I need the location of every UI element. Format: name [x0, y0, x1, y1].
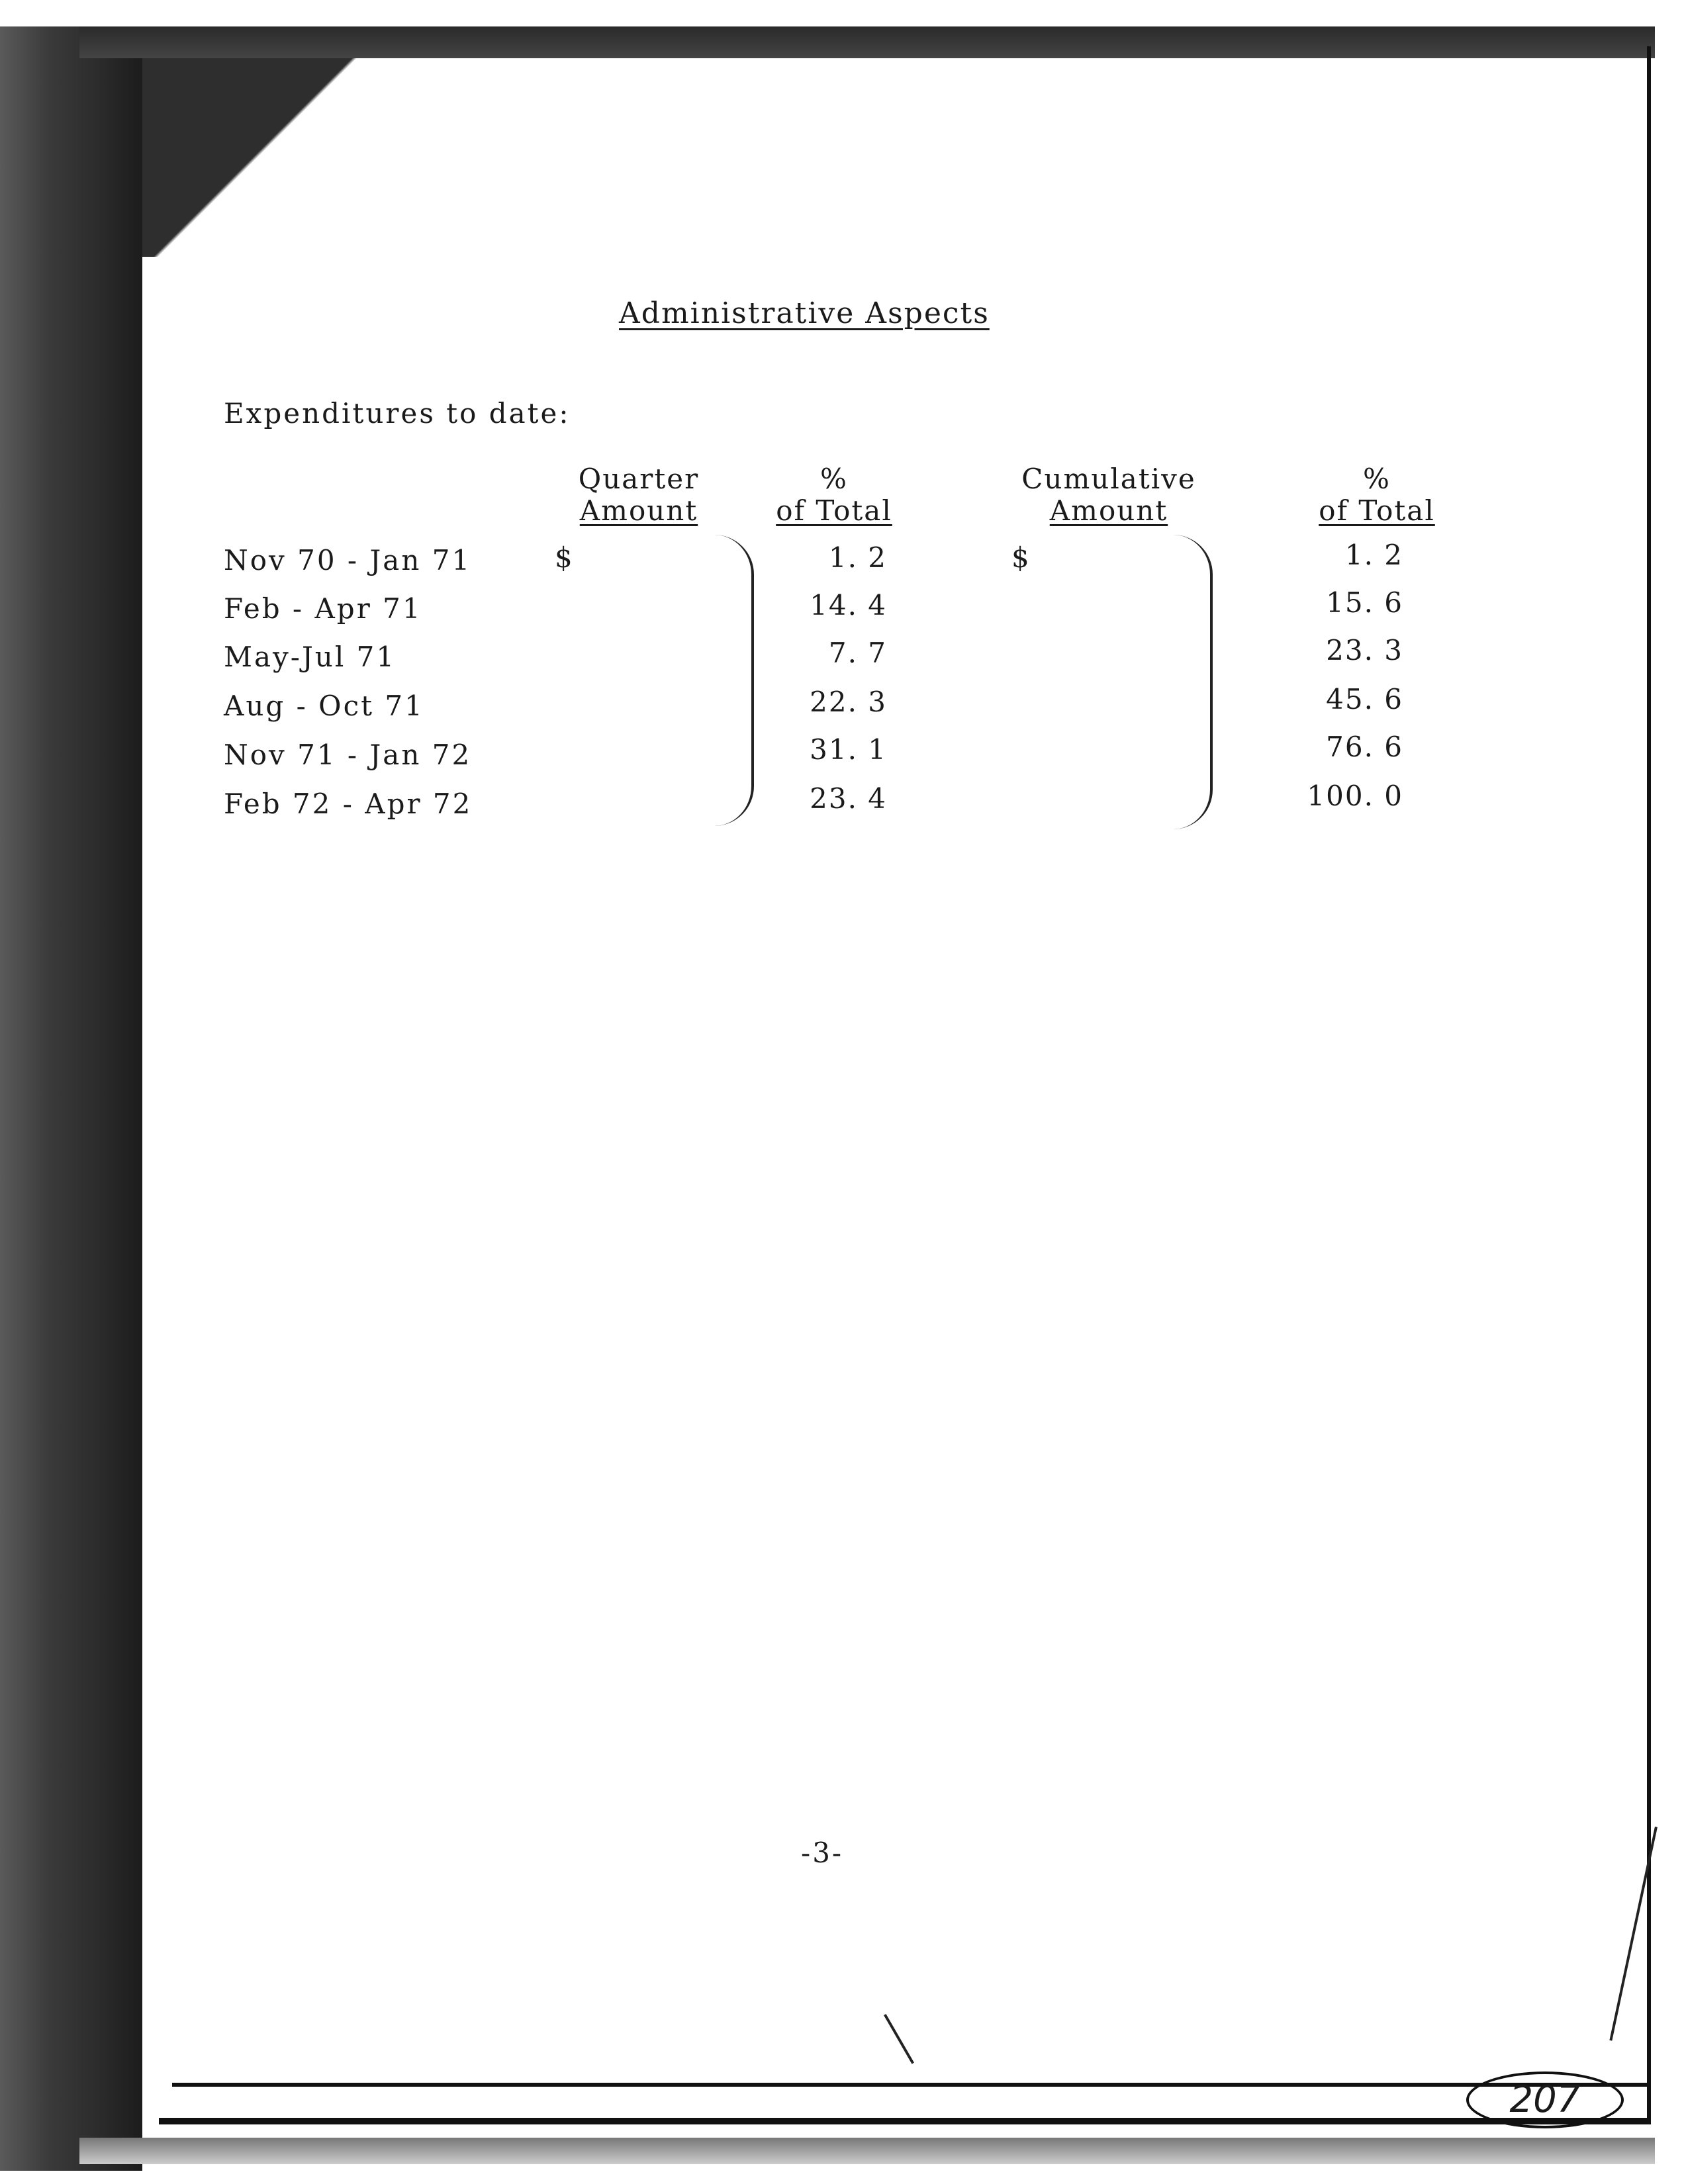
right-border-line: [1647, 46, 1651, 2124]
col-header-cumulative-amount: Cumulative Amount: [1021, 463, 1196, 527]
cumulative-amount-brace: [1059, 535, 1213, 829]
table-row-period: May-Jul 71: [224, 641, 397, 673]
col-header-pct-total: % of Total: [776, 463, 892, 527]
table-row-period: Feb 72 - Apr 72: [224, 788, 473, 820]
table-cell-cum-pct: 23. 3: [1326, 634, 1403, 666]
table-cell-cum-pct: 100. 0: [1307, 780, 1403, 812]
page-number: -3-: [801, 1837, 844, 1869]
intro-text: Expenditures to date:: [224, 397, 571, 430]
scan-binding-shadow: [0, 26, 142, 2171]
table-cell-pct: 22. 3: [810, 686, 887, 718]
page-sheet: [142, 58, 1652, 2130]
col-header-cum-pct-total: % of Total: [1319, 463, 1435, 527]
bottom-border-line: [172, 2083, 1648, 2087]
quarter-amount-brace: [669, 535, 754, 826]
section-heading: Administrative Aspects: [619, 296, 990, 330]
scan-bottom-shadow: [79, 2138, 1655, 2164]
table-row-period: Nov 70 - Jan 71: [224, 544, 472, 576]
bottom-border-line-thick: [159, 2118, 1648, 2124]
table-cell-pct: 1. 2: [828, 541, 887, 574]
table-row-period: Feb - Apr 71: [224, 592, 422, 625]
table-cell-cum-pct: 1. 2: [1344, 539, 1403, 571]
table-cell-cum-pct: 76. 6: [1326, 731, 1403, 763]
table-row-period: Aug - Oct 71: [224, 690, 424, 722]
document-number-stamp: 207: [1466, 2071, 1624, 2128]
table-cell-cum-pct: 15. 6: [1326, 586, 1403, 619]
table-cell-pct: 31. 1: [810, 733, 887, 766]
table-row-period: Nov 71 - Jan 72: [224, 739, 472, 771]
cumulative-dollar-sign: $: [1011, 541, 1029, 574]
table-cell-cum-pct: 45. 6: [1326, 683, 1403, 715]
quarter-dollar-sign: $: [555, 541, 573, 574]
scan-top-shadow: [79, 26, 1655, 58]
col-header-quarter-amount: Quarter Amount: [578, 463, 700, 527]
folded-corner: [142, 58, 420, 257]
table-cell-pct: 23. 4: [810, 782, 887, 815]
table-cell-pct: 14. 4: [810, 589, 887, 621]
table-cell-pct: 7. 7: [828, 637, 887, 669]
